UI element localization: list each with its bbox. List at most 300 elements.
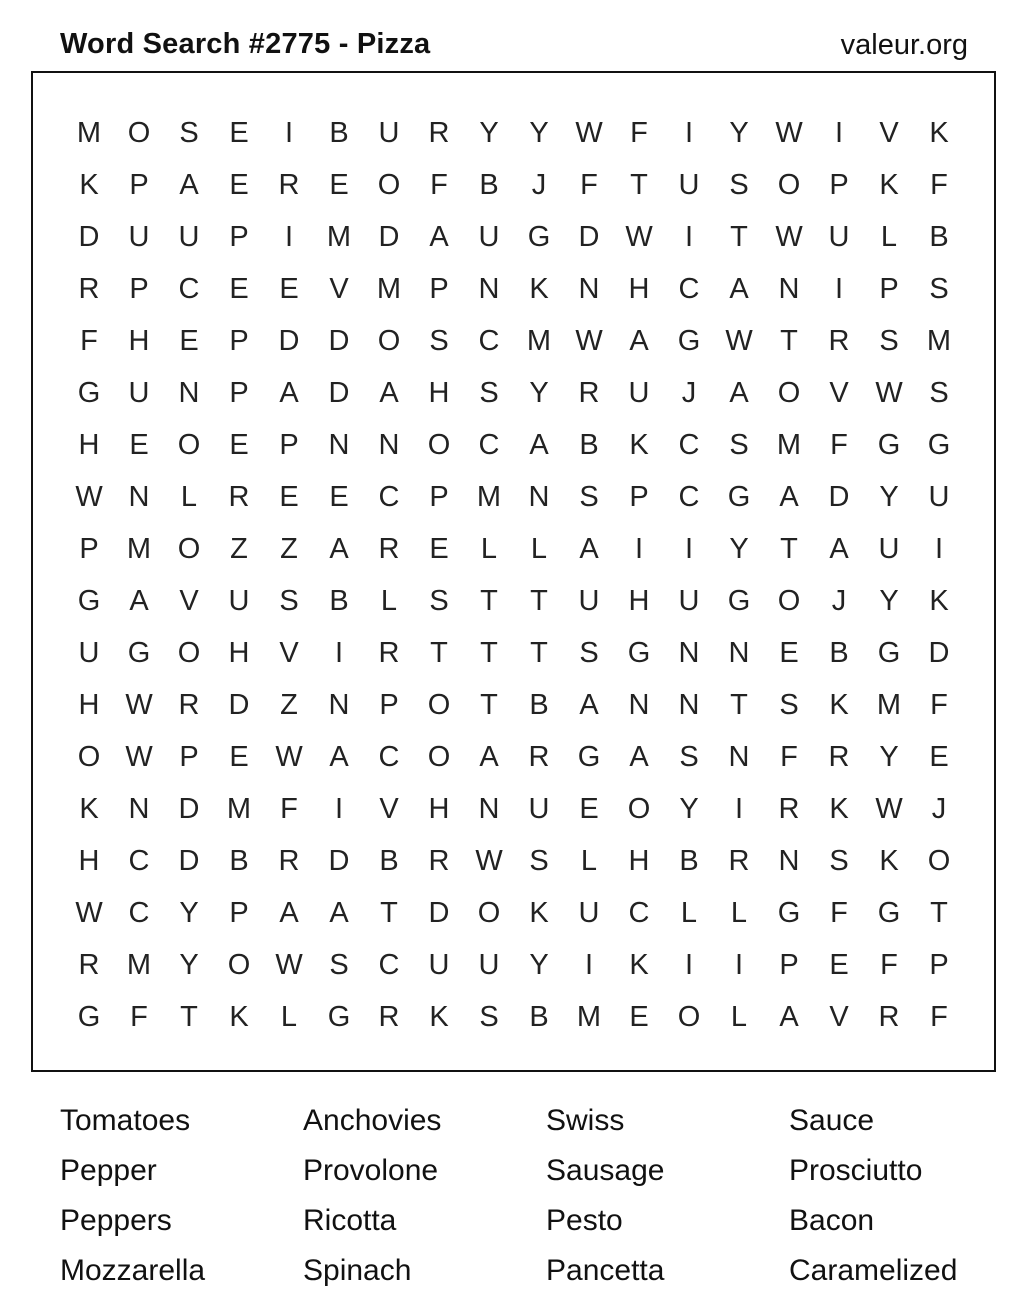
grid-letter[interactable]: S	[829, 845, 849, 877]
grid-letter[interactable]: G	[927, 429, 951, 461]
grid-letter[interactable]: A	[829, 533, 849, 565]
grid-letter[interactable]: G	[527, 221, 551, 253]
grid-letter[interactable]: O	[927, 845, 951, 877]
grid-letter[interactable]: T	[780, 533, 798, 565]
grid-letter[interactable]: K	[229, 1001, 249, 1033]
grid-letter[interactable]: E	[279, 273, 299, 305]
grid-letter[interactable]: U	[128, 377, 150, 409]
grid-letter[interactable]: E	[929, 741, 949, 773]
grid-letter[interactable]: K	[879, 845, 899, 877]
grid-letter[interactable]: M	[876, 689, 902, 721]
grid-letter[interactable]: D	[178, 845, 200, 877]
grid-letter[interactable]: C	[178, 273, 200, 305]
grid-letter[interactable]: D	[278, 325, 300, 357]
grid-letter[interactable]: P	[129, 273, 149, 305]
grid-letter[interactable]: A	[429, 221, 449, 253]
grid-letter[interactable]: C	[678, 481, 700, 513]
grid-letter[interactable]: U	[828, 221, 850, 253]
grid-letter[interactable]: K	[629, 949, 649, 981]
grid-letter[interactable]: V	[829, 377, 849, 409]
grid-letter[interactable]: B	[479, 169, 499, 201]
grid-letter[interactable]: D	[578, 221, 600, 253]
grid-letter[interactable]: O	[77, 741, 101, 773]
grid-letter[interactable]: O	[627, 793, 651, 825]
grid-letter[interactable]: U	[678, 169, 700, 201]
grid-letter[interactable]: R	[278, 845, 300, 877]
grid-letter[interactable]: R	[778, 793, 800, 825]
grid-letter[interactable]: L	[730, 897, 748, 929]
grid-letter[interactable]: Y	[479, 117, 499, 149]
grid-letter[interactable]: C	[378, 481, 400, 513]
grid-letter[interactable]: D	[228, 689, 250, 721]
grid-letter[interactable]: R	[428, 845, 450, 877]
grid-letter[interactable]: C	[378, 741, 400, 773]
grid-letter[interactable]: A	[779, 481, 799, 513]
grid-letter[interactable]: Z	[230, 533, 248, 565]
grid-letter[interactable]: U	[128, 221, 150, 253]
grid-letter[interactable]: L	[180, 481, 198, 513]
grid-letter[interactable]: I	[834, 273, 844, 305]
grid-letter[interactable]: N	[328, 689, 350, 721]
grid-letter[interactable]: F	[580, 169, 598, 201]
grid-letter[interactable]: S	[879, 325, 899, 357]
grid-letter[interactable]: E	[229, 169, 249, 201]
grid-letter[interactable]: O	[177, 533, 201, 565]
grid-letter[interactable]: U	[378, 117, 400, 149]
grid-letter[interactable]: U	[178, 221, 200, 253]
grid-letter[interactable]: I	[284, 221, 294, 253]
grid-letter[interactable]: A	[279, 897, 299, 929]
grid-letter[interactable]: U	[578, 585, 600, 617]
grid-letter[interactable]: D	[828, 481, 850, 513]
grid-letter[interactable]: N	[478, 273, 500, 305]
grid-letter[interactable]: O	[777, 377, 801, 409]
grid-letter[interactable]: E	[229, 429, 249, 461]
grid-letter[interactable]: R	[878, 1001, 900, 1033]
grid-letter[interactable]: S	[779, 689, 799, 721]
grid-letter[interactable]: V	[379, 793, 399, 825]
grid-letter[interactable]: B	[829, 637, 849, 669]
grid-letter[interactable]: G	[877, 429, 901, 461]
grid-letter[interactable]: N	[178, 377, 200, 409]
grid-letter[interactable]: Z	[280, 533, 298, 565]
grid-letter[interactable]: E	[229, 741, 249, 773]
grid-letter[interactable]: P	[229, 221, 249, 253]
grid-letter[interactable]: N	[728, 637, 750, 669]
grid-letter[interactable]: G	[77, 1001, 101, 1033]
grid-letter[interactable]: B	[379, 845, 399, 877]
grid-letter[interactable]: L	[880, 221, 898, 253]
grid-letter[interactable]: I	[334, 793, 344, 825]
grid-letter[interactable]: W	[275, 949, 303, 981]
grid-letter[interactable]: W	[875, 377, 903, 409]
grid-letter[interactable]: O	[427, 429, 451, 461]
grid-letter[interactable]: V	[329, 273, 349, 305]
grid-letter[interactable]: Y	[179, 949, 199, 981]
grid-letter[interactable]: F	[130, 1001, 148, 1033]
grid-letter[interactable]: U	[478, 949, 500, 981]
grid-letter[interactable]: A	[479, 741, 499, 773]
grid-letter[interactable]: P	[429, 273, 449, 305]
grid-letter[interactable]: C	[128, 897, 150, 929]
grid-letter[interactable]: H	[628, 585, 650, 617]
grid-letter[interactable]: N	[628, 689, 650, 721]
grid-letter[interactable]: K	[429, 1001, 449, 1033]
grid-letter[interactable]: E	[229, 273, 249, 305]
grid-letter[interactable]: A	[629, 741, 649, 773]
grid-letter[interactable]: H	[628, 273, 650, 305]
grid-letter[interactable]: P	[229, 897, 249, 929]
grid-letter[interactable]: S	[479, 1001, 499, 1033]
grid-letter[interactable]: N	[678, 637, 700, 669]
grid-letter[interactable]: F	[630, 117, 648, 149]
grid-letter[interactable]: I	[634, 533, 644, 565]
grid-letter[interactable]: W	[725, 325, 753, 357]
grid-letter[interactable]: L	[280, 1001, 298, 1033]
grid-letter[interactable]: Y	[729, 117, 749, 149]
grid-letter[interactable]: F	[930, 689, 948, 721]
grid-letter[interactable]: U	[78, 637, 100, 669]
grid-letter[interactable]: W	[125, 689, 153, 721]
grid-letter[interactable]: M	[76, 117, 102, 149]
grid-letter[interactable]: Y	[529, 117, 549, 149]
grid-letter[interactable]: I	[734, 949, 744, 981]
grid-letter[interactable]: W	[775, 117, 803, 149]
grid-letter[interactable]: E	[429, 533, 449, 565]
grid-letter[interactable]: G	[327, 1001, 351, 1033]
grid-letter[interactable]: B	[529, 1001, 549, 1033]
grid-letter[interactable]: R	[378, 533, 400, 565]
grid-letter[interactable]: H	[78, 689, 100, 721]
grid-letter[interactable]: H	[228, 637, 250, 669]
grid-letter[interactable]: D	[328, 377, 350, 409]
grid-letter[interactable]: T	[630, 169, 648, 201]
grid-letter[interactable]: M	[126, 533, 152, 565]
grid-letter[interactable]: N	[328, 429, 350, 461]
grid-letter[interactable]: S	[929, 377, 949, 409]
grid-letter[interactable]: B	[329, 117, 349, 149]
grid-letter[interactable]: S	[729, 169, 749, 201]
grid-letter[interactable]: S	[679, 741, 699, 773]
grid-letter[interactable]: F	[880, 949, 898, 981]
grid-letter[interactable]: N	[478, 793, 500, 825]
grid-letter[interactable]: A	[529, 429, 549, 461]
grid-letter[interactable]: K	[829, 689, 849, 721]
grid-letter[interactable]: T	[730, 689, 748, 721]
grid-letter[interactable]: T	[730, 221, 748, 253]
grid-letter[interactable]: T	[480, 585, 498, 617]
grid-letter[interactable]: J	[931, 793, 947, 825]
grid-letter[interactable]: M	[326, 221, 352, 253]
grid-letter[interactable]: W	[575, 117, 603, 149]
grid-letter[interactable]: J	[531, 169, 547, 201]
grid-letter[interactable]: I	[284, 117, 294, 149]
grid-letter[interactable]: N	[378, 429, 400, 461]
grid-letter[interactable]: P	[629, 481, 649, 513]
grid-letter[interactable]: K	[529, 897, 549, 929]
grid-letter[interactable]: P	[179, 741, 199, 773]
grid-letter[interactable]: F	[280, 793, 298, 825]
grid-letter[interactable]: S	[429, 585, 449, 617]
grid-letter[interactable]: R	[828, 325, 850, 357]
grid-letter[interactable]: H	[128, 325, 150, 357]
grid-letter[interactable]: A	[579, 533, 599, 565]
grid-letter[interactable]: S	[329, 949, 349, 981]
grid-letter[interactable]: Y	[879, 741, 899, 773]
grid-letter[interactable]: E	[629, 1001, 649, 1033]
grid-letter[interactable]: P	[79, 533, 99, 565]
grid-letter[interactable]: R	[78, 273, 100, 305]
grid-letter[interactable]: P	[879, 273, 899, 305]
grid-letter[interactable]: Y	[879, 585, 899, 617]
grid-letter[interactable]: W	[475, 845, 503, 877]
grid-letter[interactable]: A	[179, 169, 199, 201]
grid-letter[interactable]: G	[677, 325, 701, 357]
grid-letter[interactable]: Y	[529, 949, 549, 981]
grid-letter[interactable]: O	[127, 117, 151, 149]
grid-letter[interactable]: V	[279, 637, 299, 669]
grid-letter[interactable]: U	[228, 585, 250, 617]
grid-letter[interactable]: S	[579, 637, 599, 669]
grid-letter[interactable]: E	[329, 481, 349, 513]
grid-letter[interactable]: D	[328, 845, 350, 877]
grid-letter[interactable]: I	[584, 949, 594, 981]
grid-letter[interactable]: K	[529, 273, 549, 305]
grid-letter[interactable]: P	[429, 481, 449, 513]
grid-letter[interactable]: A	[779, 1001, 799, 1033]
grid-letter[interactable]: C	[678, 429, 700, 461]
grid-letter[interactable]: Y	[729, 533, 749, 565]
grid-letter[interactable]: E	[279, 481, 299, 513]
grid-letter[interactable]: N	[778, 273, 800, 305]
grid-letter[interactable]: T	[480, 689, 498, 721]
grid-letter[interactable]: W	[75, 481, 103, 513]
grid-letter[interactable]: D	[178, 793, 200, 825]
grid-letter[interactable]: N	[578, 273, 600, 305]
grid-letter[interactable]: S	[429, 325, 449, 357]
grid-letter[interactable]: C	[678, 273, 700, 305]
grid-letter[interactable]: U	[578, 897, 600, 929]
grid-letter[interactable]: R	[178, 689, 200, 721]
grid-letter[interactable]: I	[684, 533, 694, 565]
grid-letter[interactable]: H	[628, 845, 650, 877]
grid-letter[interactable]: J	[681, 377, 697, 409]
grid-letter[interactable]: L	[680, 897, 698, 929]
grid-letter[interactable]: N	[778, 845, 800, 877]
grid-letter[interactable]: B	[579, 429, 599, 461]
grid-letter[interactable]: U	[678, 585, 700, 617]
grid-letter[interactable]: W	[275, 741, 303, 773]
grid-letter[interactable]: K	[929, 585, 949, 617]
grid-letter[interactable]: A	[579, 689, 599, 721]
grid-letter[interactable]: R	[728, 845, 750, 877]
grid-letter[interactable]: I	[684, 949, 694, 981]
grid-letter[interactable]: N	[728, 741, 750, 773]
grid-letter[interactable]: G	[727, 481, 751, 513]
grid-letter[interactable]: L	[730, 1001, 748, 1033]
grid-letter[interactable]: O	[427, 741, 451, 773]
grid-letter[interactable]: S	[929, 273, 949, 305]
grid-letter[interactable]: W	[625, 221, 653, 253]
grid-letter[interactable]: N	[528, 481, 550, 513]
grid-letter[interactable]: S	[279, 585, 299, 617]
grid-letter[interactable]: R	[828, 741, 850, 773]
grid-letter[interactable]: N	[128, 793, 150, 825]
grid-letter[interactable]: W	[575, 325, 603, 357]
grid-letter[interactable]: K	[829, 793, 849, 825]
grid-letter[interactable]: T	[430, 637, 448, 669]
grid-letter[interactable]: M	[526, 325, 552, 357]
grid-letter[interactable]: O	[227, 949, 251, 981]
grid-letter[interactable]: F	[430, 169, 448, 201]
grid-letter[interactable]: C	[628, 897, 650, 929]
grid-letter[interactable]: R	[428, 117, 450, 149]
grid-letter[interactable]: K	[79, 793, 99, 825]
grid-letter[interactable]: P	[379, 689, 399, 721]
grid-letter[interactable]: B	[329, 585, 349, 617]
grid-letter[interactable]: C	[378, 949, 400, 981]
grid-letter[interactable]: T	[930, 897, 948, 929]
grid-letter[interactable]: P	[229, 377, 249, 409]
grid-letter[interactable]: A	[329, 897, 349, 929]
grid-letter[interactable]: M	[376, 273, 402, 305]
grid-letter[interactable]: A	[129, 585, 149, 617]
grid-letter[interactable]: O	[427, 689, 451, 721]
grid-letter[interactable]: K	[629, 429, 649, 461]
grid-letter[interactable]: S	[729, 429, 749, 461]
grid-letter[interactable]: O	[777, 585, 801, 617]
grid-letter[interactable]: J	[831, 585, 847, 617]
grid-letter[interactable]: Y	[529, 377, 549, 409]
grid-letter[interactable]: L	[530, 533, 548, 565]
grid-letter[interactable]: E	[779, 637, 799, 669]
grid-letter[interactable]: G	[77, 377, 101, 409]
grid-letter[interactable]: R	[578, 377, 600, 409]
grid-letter[interactable]: O	[477, 897, 501, 929]
grid-letter[interactable]: C	[478, 429, 500, 461]
grid-letter[interactable]: R	[78, 949, 100, 981]
grid-letter[interactable]: T	[480, 637, 498, 669]
grid-letter[interactable]: V	[829, 1001, 849, 1033]
grid-letter[interactable]: B	[229, 845, 249, 877]
grid-letter[interactable]: P	[129, 169, 149, 201]
grid-letter[interactable]: B	[529, 689, 549, 721]
grid-letter[interactable]: A	[729, 377, 749, 409]
grid-letter[interactable]: I	[684, 117, 694, 149]
grid-letter[interactable]: R	[228, 481, 250, 513]
grid-letter[interactable]: H	[78, 429, 100, 461]
grid-letter[interactable]: B	[929, 221, 949, 253]
grid-letter[interactable]: S	[479, 377, 499, 409]
grid-letter[interactable]: V	[879, 117, 899, 149]
grid-letter[interactable]: O	[777, 169, 801, 201]
grid-letter[interactable]: H	[428, 793, 450, 825]
grid-letter[interactable]: P	[229, 325, 249, 357]
grid-letter[interactable]: E	[329, 169, 349, 201]
grid-letter[interactable]: Y	[879, 481, 899, 513]
grid-letter[interactable]: W	[125, 741, 153, 773]
grid-letter[interactable]: T	[530, 637, 548, 669]
grid-letter[interactable]: T	[780, 325, 798, 357]
grid-letter[interactable]: L	[480, 533, 498, 565]
grid-letter[interactable]: A	[279, 377, 299, 409]
grid-letter[interactable]: L	[580, 845, 598, 877]
grid-letter[interactable]: R	[278, 169, 300, 201]
grid-letter[interactable]: I	[334, 637, 344, 669]
grid-letter[interactable]: F	[830, 429, 848, 461]
grid-letter[interactable]: F	[80, 325, 98, 357]
grid-letter[interactable]: A	[629, 325, 649, 357]
grid-letter[interactable]: E	[179, 325, 199, 357]
grid-letter[interactable]: Y	[179, 897, 199, 929]
grid-letter[interactable]: G	[777, 897, 801, 929]
grid-letter[interactable]: E	[579, 793, 599, 825]
grid-letter[interactable]: E	[129, 429, 149, 461]
grid-letter[interactable]: I	[834, 117, 844, 149]
grid-letter[interactable]: I	[734, 793, 744, 825]
grid-letter[interactable]: W	[75, 897, 103, 929]
grid-letter[interactable]: F	[930, 169, 948, 201]
grid-letter[interactable]: V	[179, 585, 199, 617]
grid-letter[interactable]: U	[628, 377, 650, 409]
grid-letter[interactable]: S	[579, 481, 599, 513]
grid-letter[interactable]: M	[226, 793, 252, 825]
grid-letter[interactable]: E	[229, 117, 249, 149]
grid-letter[interactable]: F	[830, 897, 848, 929]
grid-letter[interactable]: O	[177, 429, 201, 461]
grid-letter[interactable]: G	[627, 637, 651, 669]
grid-letter[interactable]: O	[677, 1001, 701, 1033]
grid-letter[interactable]: M	[776, 429, 802, 461]
grid-letter[interactable]: R	[378, 1001, 400, 1033]
grid-letter[interactable]: G	[127, 637, 151, 669]
grid-letter[interactable]: C	[478, 325, 500, 357]
grid-letter[interactable]: D	[378, 221, 400, 253]
grid-letter[interactable]: D	[928, 637, 950, 669]
grid-letter[interactable]: U	[428, 949, 450, 981]
grid-letter[interactable]: U	[528, 793, 550, 825]
grid-letter[interactable]: G	[577, 741, 601, 773]
grid-letter[interactable]: P	[779, 949, 799, 981]
grid-letter[interactable]: G	[877, 637, 901, 669]
grid-letter[interactable]: I	[934, 533, 944, 565]
grid-letter[interactable]: I	[684, 221, 694, 253]
grid-letter[interactable]: M	[576, 1001, 602, 1033]
grid-letter[interactable]: A	[329, 533, 349, 565]
grid-letter[interactable]: Y	[679, 793, 699, 825]
grid-letter[interactable]: T	[380, 897, 398, 929]
grid-letter[interactable]: A	[729, 273, 749, 305]
grid-letter[interactable]: A	[379, 377, 399, 409]
grid-letter[interactable]: P	[829, 169, 849, 201]
grid-letter[interactable]: F	[780, 741, 798, 773]
grid-letter[interactable]: T	[530, 585, 548, 617]
grid-letter[interactable]: G	[77, 585, 101, 617]
grid-letter[interactable]: K	[879, 169, 899, 201]
grid-letter[interactable]: F	[930, 1001, 948, 1033]
grid-letter[interactable]: O	[177, 637, 201, 669]
grid-letter[interactable]: P	[279, 429, 299, 461]
grid-letter[interactable]: K	[79, 169, 99, 201]
grid-letter[interactable]: N	[678, 689, 700, 721]
grid-letter[interactable]: U	[878, 533, 900, 565]
grid-letter[interactable]: O	[377, 169, 401, 201]
grid-letter[interactable]: H	[428, 377, 450, 409]
grid-letter[interactable]: Z	[280, 689, 298, 721]
grid-letter[interactable]: M	[926, 325, 952, 357]
grid-letter[interactable]: M	[476, 481, 502, 513]
grid-letter[interactable]: S	[179, 117, 199, 149]
